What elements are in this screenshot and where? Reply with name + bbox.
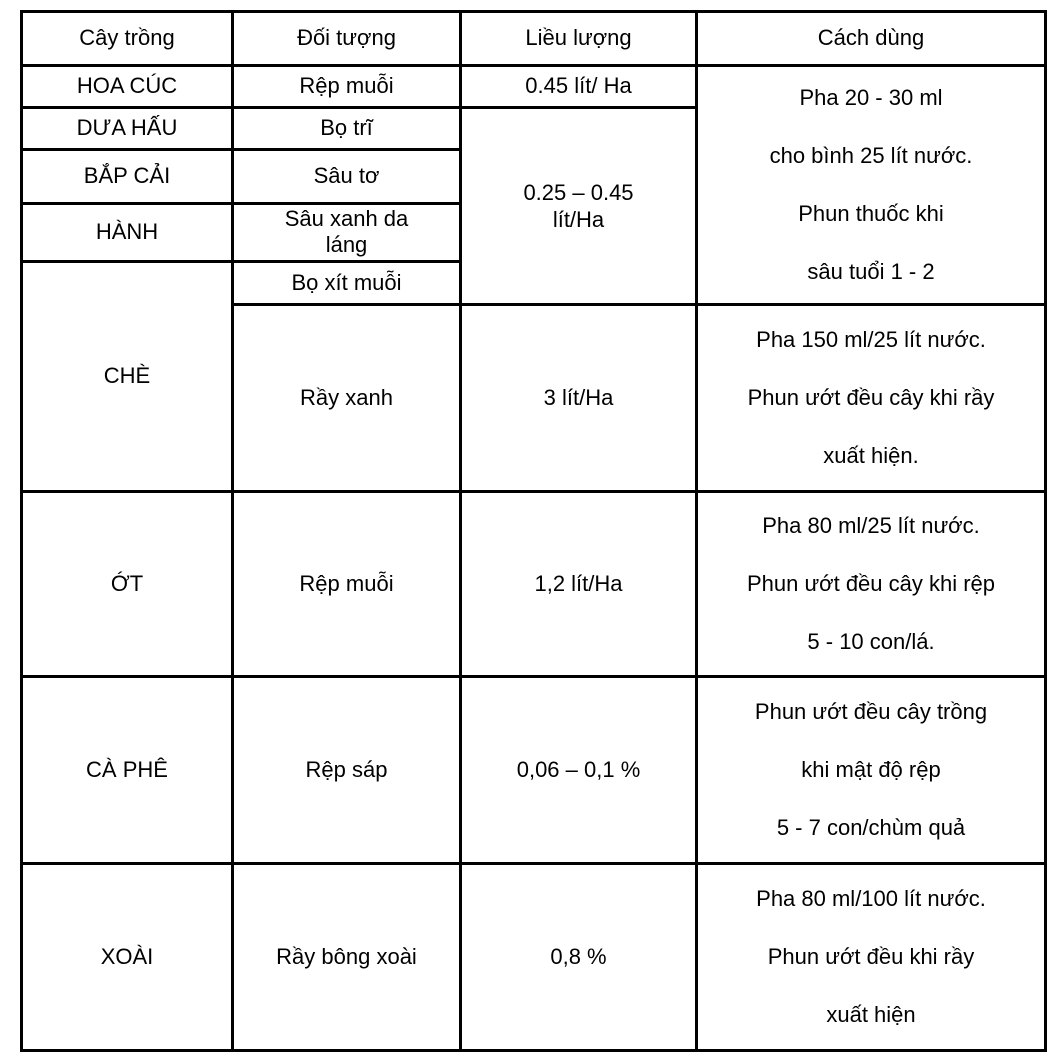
- cell-usage-group1: [697, 66, 1046, 305]
- dose-line: 0.25 – 0.45: [523, 180, 634, 205]
- cell-crop-ot: ỚT: [22, 492, 233, 677]
- cell-pest-hanh: [233, 204, 461, 262]
- pesticide-usage-table: [20, 10, 1047, 1052]
- table-row: [22, 864, 1046, 1051]
- usage-line: Phun ướt đều cây khi rầy: [747, 385, 995, 410]
- usage-line: Phun ướt đều cây khi rệp: [746, 571, 996, 596]
- cell-dose-hoa-cuc: 0.45 lít/ Ha: [461, 66, 697, 108]
- usage-line: xuất hiện.: [823, 443, 919, 468]
- cell-crop-hanh: HÀNH: [22, 204, 233, 262]
- cell-crop-xoai: XOÀI: [22, 864, 233, 1051]
- header-pest: Đối tượng: [233, 12, 461, 66]
- usage-line: Phun ướt đều khi rầy: [767, 944, 975, 969]
- cell-dose-ca-phe: 0,06 – 0,1 %: [461, 677, 697, 864]
- dose-line: lít/Ha: [552, 207, 605, 232]
- cell-dose-xoai: 0,8 %: [461, 864, 697, 1051]
- usage-line: Pha 150 ml/25 lít nước.: [756, 327, 986, 352]
- pest-text: Sâu xanh da láng: [284, 206, 409, 258]
- cell-dose-che: 3 lít/Ha: [461, 305, 697, 492]
- usage-line: xuất hiện: [826, 1002, 916, 1027]
- cell-crop-hoa-cuc: HOA CÚC: [22, 66, 233, 108]
- header-crop: Cây trồng: [22, 12, 233, 66]
- cell-usage-ca-phe: [697, 677, 1046, 864]
- cell-crop-bap-cai: BẮP CẢI: [22, 150, 233, 204]
- usage-line: cho bình 25 lít nước.: [769, 143, 973, 168]
- usage-line: 5 - 7 con/chùm quả: [776, 815, 966, 840]
- usage-line: Phun ướt đều cây trồng: [754, 699, 988, 724]
- cell-pest-hoa-cuc: Rệp muỗi: [233, 66, 461, 108]
- cell-crop-dua-hau: DƯA HẤU: [22, 108, 233, 150]
- cell-pest-che-2: Rầy xanh: [233, 305, 461, 492]
- cell-dose-merged: [461, 108, 697, 305]
- cell-crop-ca-phe: CÀ PHÊ: [22, 677, 233, 864]
- cell-usage-xoai: [697, 864, 1046, 1051]
- usage-line: Pha 20 - 30 ml: [799, 85, 943, 110]
- table-row: [22, 492, 1046, 677]
- usage-line: Pha 80 ml/100 lít nước.: [756, 886, 986, 911]
- cell-pest-che-1: Bọ xít muỗi: [233, 262, 461, 305]
- table-row: [22, 66, 1046, 108]
- usage-line: 5 - 10 con/lá.: [807, 629, 935, 654]
- header-usage: Cách dùng: [697, 12, 1046, 66]
- cell-crop-che: CHÈ: [22, 262, 233, 492]
- usage-line: sâu tuổi 1 - 2: [807, 259, 935, 284]
- header-dose: Liều lượng: [461, 12, 697, 66]
- cell-pest-xoai: Rầy bông xoài: [233, 864, 461, 1051]
- cell-pest-dua-hau: Bọ trĩ: [233, 108, 461, 150]
- usage-line: Phun thuốc khi: [798, 201, 944, 226]
- cell-pest-bap-cai: Sâu tơ: [233, 150, 461, 204]
- cell-usage-ot: [697, 492, 1046, 677]
- table-row: [22, 677, 1046, 864]
- table-header-row: [22, 12, 1046, 66]
- cell-dose-ot: 1,2 lít/Ha: [461, 492, 697, 677]
- usage-line: khi mật độ rệp: [801, 757, 941, 782]
- usage-line: Pha 80 ml/25 lít nước.: [762, 513, 980, 538]
- cell-pest-ot: Rệp muỗi: [233, 492, 461, 677]
- cell-usage-che: [697, 305, 1046, 492]
- cell-pest-ca-phe: Rệp sáp: [233, 677, 461, 864]
